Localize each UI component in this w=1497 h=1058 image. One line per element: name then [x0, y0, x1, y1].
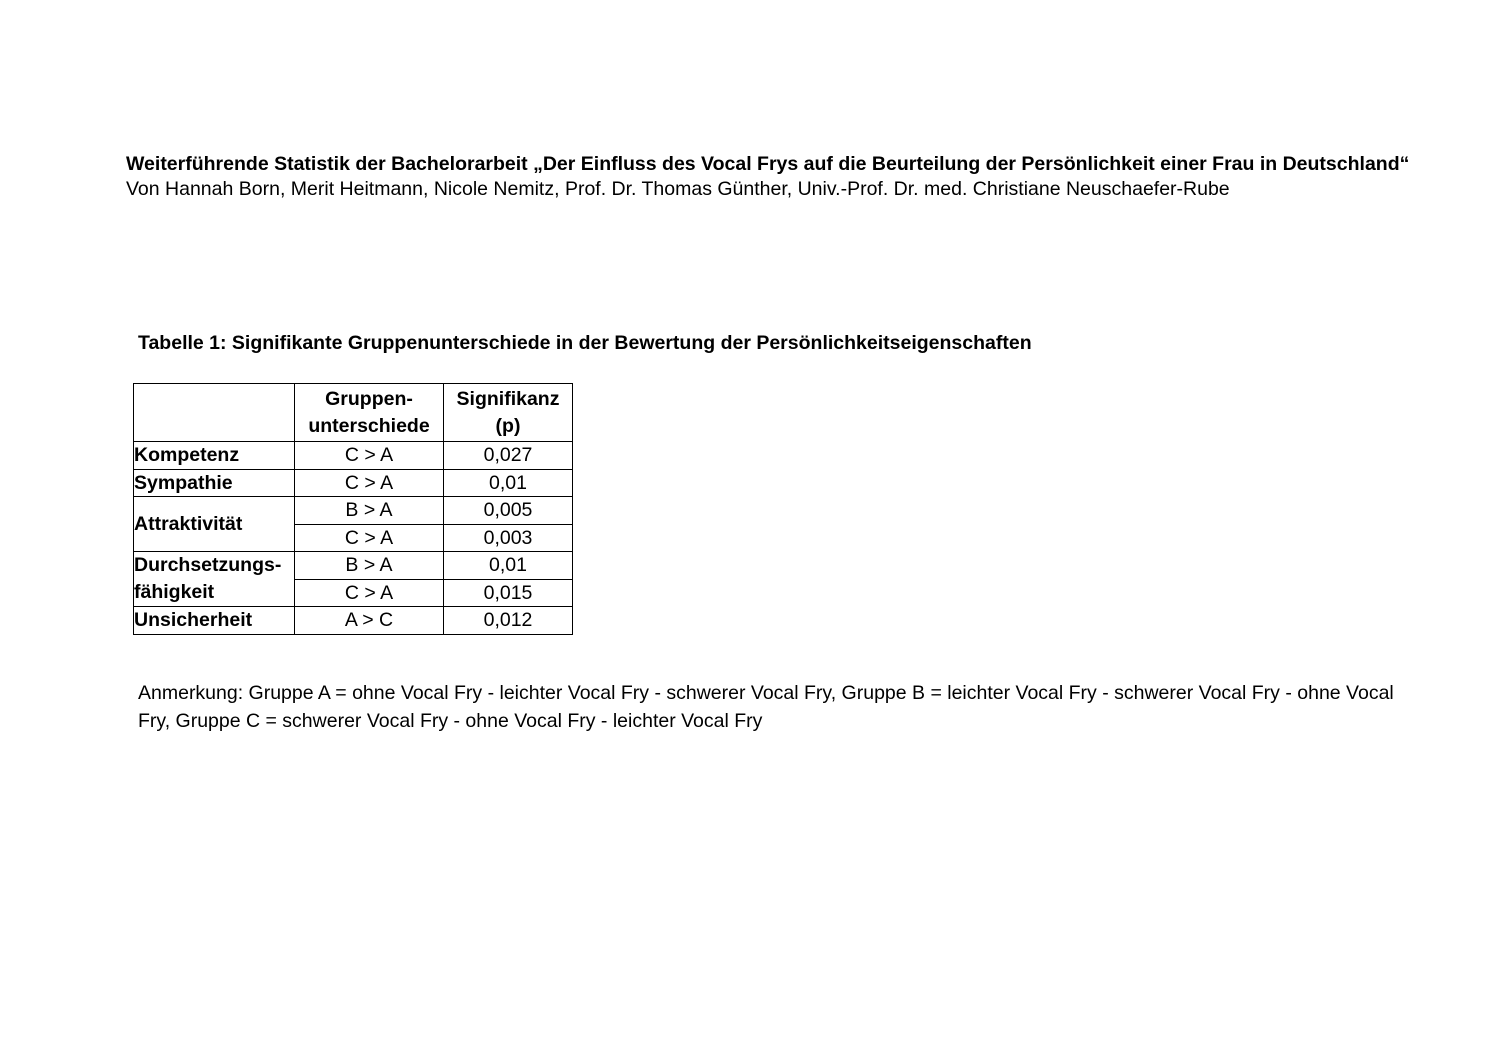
author-line: Von Hannah Born, Merit Heitmann, Nicole Nemitz, Prof. Dr. Thomas Günther, Univ.-Prof. Dr. med. Christiane Neuschaefer-Rube	[126, 178, 1230, 200]
significance-cell: 0,027	[444, 442, 573, 470]
row-label-multiline	[134, 552, 295, 607]
row-label-line2: fähigkeit	[134, 581, 215, 603]
header-diff-line1: Gruppen-	[325, 387, 413, 410]
significance-cell: 0,012	[444, 607, 573, 635]
header-sig-line1: Signifikanz	[456, 387, 560, 410]
row-label: Sympathie	[134, 469, 295, 497]
group-difference-cell: B > A	[295, 497, 444, 525]
header-significance	[444, 384, 573, 442]
table-caption: Tabelle 1: Signifikante Gruppenunterschiede in der Bewertung der Persönlichkeitseigenschaften	[138, 332, 1032, 354]
table-row	[134, 469, 573, 497]
group-difference-cell: C > A	[295, 469, 444, 497]
row-label: Kompetenz	[134, 442, 295, 470]
header-group-differences	[295, 384, 444, 442]
row-label-line1: Durchsetzungs-	[134, 554, 282, 576]
row-label: Attraktivität	[134, 497, 295, 552]
table-row	[134, 607, 573, 635]
significance-cell: 0,01	[444, 469, 573, 497]
table-header-row	[134, 384, 573, 442]
significance-cell: 0,003	[444, 524, 573, 552]
table-row	[134, 552, 573, 580]
row-label: Unsicherheit	[134, 607, 295, 635]
table-row	[134, 497, 573, 525]
significance-table	[133, 383, 573, 635]
group-difference-cell: C > A	[295, 524, 444, 552]
header-sig-line2: (p)	[495, 414, 521, 437]
group-difference-cell: C > A	[295, 442, 444, 470]
significance-cell: 0,015	[444, 579, 573, 607]
significance-cell: 0,005	[444, 497, 573, 525]
document-header	[126, 152, 1416, 202]
group-difference-cell: C > A	[295, 579, 444, 607]
group-difference-cell: B > A	[295, 552, 444, 580]
header-empty-cell	[134, 384, 295, 442]
group-difference-cell: A > C	[295, 607, 444, 635]
header-diff-line2: unterschiede	[308, 414, 430, 437]
document-title: Weiterführende Statistik der Bachelorarbeit „Der Einfluss des Vocal Frys auf die Beurteilung der Persönlichkeit einer Frau in Deutschland“	[126, 153, 1410, 175]
significance-cell: 0,01	[444, 552, 573, 580]
table-note: Anmerkung: Gruppe A = ohne Vocal Fry - leichter Vocal Fry - schwerer Vocal Fry, Gruppe B = leichter Vocal Fry - schwerer Vocal Fry - ohne Vocal Fry, Gruppe C = schwerer Vocal Fry - ohne Vocal Fry - leichter Vocal Fry	[138, 682, 1394, 732]
table-row	[134, 442, 573, 470]
